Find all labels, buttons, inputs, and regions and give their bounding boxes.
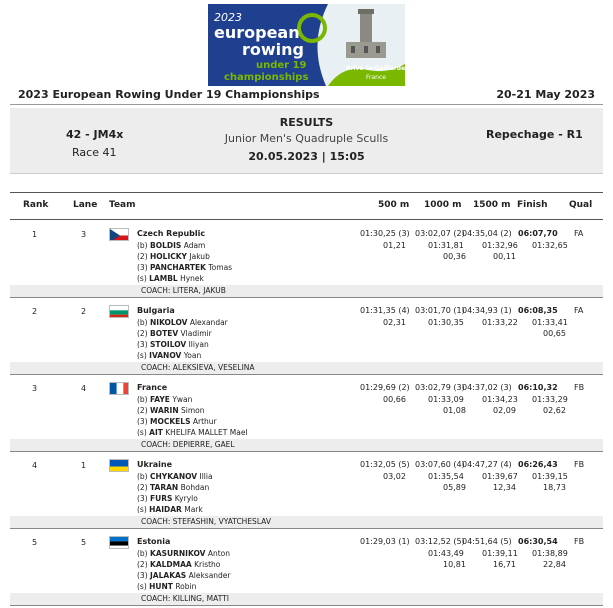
- crew-member: [137, 560, 220, 569]
- member-first-name: Iliyan: [188, 340, 209, 349]
- split-500m: 02,31: [383, 318, 406, 327]
- gap-1500m: 12,34: [493, 483, 516, 492]
- time-1000m: 03:01,70 (1): [415, 306, 465, 315]
- logo-place: Brive-la-Gaillarde: [346, 65, 405, 72]
- member-last-name: TARAN: [150, 483, 179, 492]
- coach-name: COACH: DEPIERRE, GAEL: [141, 440, 235, 449]
- member-last-name: FURS: [150, 494, 173, 503]
- member-first-name: Illia: [199, 472, 213, 481]
- coach-name: COACH: STEFASHIN, VYATCHESLAV: [141, 517, 271, 526]
- member-last-name: CHYKANOV: [150, 472, 198, 481]
- crew-qualification: FA: [574, 306, 584, 315]
- event-name: Junior Men's Quadruple Sculls: [224, 132, 389, 145]
- member-last-name: MOCKELS: [150, 417, 191, 426]
- member-first-name: Ywan: [172, 395, 193, 404]
- time-1000m: 03:07,60 (4): [415, 460, 465, 469]
- event-datetime: 20.05.2023 | 15:05: [248, 150, 365, 163]
- crew-member: [137, 241, 205, 250]
- crew-member: [137, 263, 232, 272]
- crew-country: Bulgaria: [137, 306, 175, 315]
- member-last-name: BOTEV: [150, 329, 179, 338]
- ukraine-flag: [109, 459, 129, 472]
- crew-member: [137, 505, 203, 514]
- member-last-name: STOILOV: [150, 340, 187, 349]
- member-seat: (b): [137, 318, 148, 327]
- member-seat: (3): [137, 417, 148, 426]
- member-first-name: Yoan: [183, 351, 202, 360]
- member-seat: (b): [137, 549, 148, 558]
- logo-year: 2023: [214, 11, 242, 24]
- time-1500m: 04:47,27 (4): [462, 460, 512, 469]
- gap-1000m: 01,08: [443, 406, 466, 415]
- split-1000m: 01:33,09: [428, 395, 464, 404]
- crew-member: [137, 472, 213, 481]
- crew-rank: 2: [32, 307, 38, 316]
- member-first-name: Vladimir: [180, 329, 212, 338]
- table-row: [10, 220, 603, 298]
- member-last-name: KASURNIKOV: [150, 549, 206, 558]
- crew-member: [137, 417, 217, 426]
- member-last-name: NIKOLOV: [150, 318, 188, 327]
- member-last-name: PANCHARTEK: [150, 263, 206, 272]
- crew-lane: 3: [81, 230, 87, 239]
- crew-member: [137, 395, 192, 404]
- time-1500m: 04:51,64 (5): [462, 537, 512, 546]
- gap-finish: 22,84: [543, 560, 566, 569]
- member-seat: (s): [137, 428, 147, 437]
- col-qual: Qual: [569, 200, 593, 210]
- crew-qualification: FB: [574, 383, 585, 392]
- coach-bar: [10, 285, 603, 297]
- bulgaria-flag: [109, 305, 129, 318]
- split-1500m: 01:39,67: [482, 472, 518, 481]
- results-table-header: [10, 192, 603, 220]
- coach-bar: [10, 516, 603, 528]
- member-last-name: FAYE: [150, 395, 170, 404]
- time-finish: 06:08,35: [518, 306, 558, 315]
- member-seat: (2): [137, 329, 148, 338]
- crew-qualification: FB: [574, 460, 585, 469]
- split-500m: 01,21: [383, 241, 406, 250]
- crew-qualification: FB: [574, 537, 585, 546]
- header-divider: [10, 104, 603, 105]
- logo-line3: under 19: [256, 60, 307, 71]
- crew-lane: 2: [81, 307, 87, 316]
- split-finish: 01:32,65: [532, 241, 568, 250]
- time-1500m: 04:34,93 (1): [462, 306, 512, 315]
- col-1500m: 1500 m: [473, 200, 511, 210]
- member-seat: (s): [137, 505, 147, 514]
- crew-member: [137, 252, 210, 261]
- split-1500m: 01:39,11: [482, 549, 518, 558]
- member-last-name: JALAKAS: [150, 571, 187, 580]
- crew-member: [137, 428, 248, 437]
- time-1500m: 04:35,04 (2): [462, 229, 512, 238]
- member-last-name: KALDMAA: [150, 560, 192, 569]
- crew-member: [137, 494, 198, 503]
- col-lane: Lane: [73, 200, 98, 210]
- member-first-name: Anton: [207, 549, 230, 558]
- member-last-name: WARIN: [150, 406, 179, 415]
- logo-line1: european: [214, 23, 300, 42]
- crew-member: [137, 483, 209, 492]
- member-seat: (s): [137, 351, 147, 360]
- time-500m: 01:31,35 (4): [360, 306, 410, 315]
- france-flag: [109, 382, 129, 395]
- member-first-name: Alexandar: [189, 318, 228, 327]
- member-last-name: HUNT: [149, 582, 173, 591]
- split-finish: 01:33,41: [532, 318, 568, 327]
- member-first-name: Adam: [183, 241, 206, 250]
- member-first-name: Jakub: [189, 252, 210, 261]
- member-seat: (3): [137, 263, 148, 272]
- member-first-name: Kristho: [194, 560, 221, 569]
- member-first-name: Robin: [175, 582, 197, 591]
- member-first-name: KHELIFA MALLET Mael: [165, 428, 248, 437]
- split-1500m: 01:34,23: [482, 395, 518, 404]
- event-code: 42 - JM4x: [66, 128, 124, 141]
- time-finish: 06:26,43: [518, 460, 558, 469]
- member-first-name: Hynek: [180, 274, 204, 283]
- time-finish: 06:10,32: [518, 383, 558, 392]
- crew-lane: 1: [81, 461, 87, 470]
- crew-member: [137, 329, 212, 338]
- member-last-name: HAIDAR: [149, 505, 182, 514]
- member-first-name: Arthur: [192, 417, 217, 426]
- logo-country: France: [366, 74, 386, 81]
- split-1000m: 01:31,81: [428, 241, 464, 250]
- col-1000m: 1000 m: [424, 200, 462, 210]
- crew-member: [137, 318, 228, 327]
- event-info-box: [10, 108, 603, 174]
- crew-lane: 4: [81, 384, 87, 393]
- crew-member: [137, 582, 196, 591]
- gap-1000m: 10,81: [443, 560, 466, 569]
- gap-1000m: 05,89: [443, 483, 466, 492]
- time-500m: 01:30,25 (3): [360, 229, 410, 238]
- member-first-name: Aleksander: [188, 571, 231, 580]
- table-row: [10, 528, 603, 606]
- member-seat: (s): [137, 582, 147, 591]
- time-1000m: 03:02,79 (3): [415, 383, 465, 392]
- member-last-name: LAMBL: [149, 274, 178, 283]
- col-team: Team: [109, 200, 136, 210]
- gap-1000m: 00,36: [443, 252, 466, 261]
- coach-bar: [10, 439, 603, 451]
- coach-name: COACH: ALEKSIEVA, VESELINA: [141, 363, 255, 372]
- member-last-name: HOLICKY: [150, 252, 187, 261]
- col-finish: Finish: [517, 200, 548, 210]
- time-500m: 01:29,03 (1): [360, 537, 410, 546]
- results-label: RESULTS: [279, 116, 334, 129]
- time-1000m: 03:02,07 (2): [415, 229, 465, 238]
- race-number: Race 41: [72, 146, 117, 159]
- coach-bar: [10, 362, 603, 374]
- crew-country: Ukraine: [137, 460, 173, 469]
- time-500m: 01:29,69 (2): [360, 383, 410, 392]
- crew-member: [137, 274, 204, 283]
- split-1000m: 01:43,49: [428, 549, 464, 558]
- col-rank: Rank: [23, 200, 49, 210]
- time-500m: 01:32,05 (5): [360, 460, 410, 469]
- coach-bar: [10, 593, 603, 605]
- member-first-name: Mark: [184, 505, 203, 514]
- page-header: [18, 86, 595, 104]
- member-last-name: AIT: [149, 428, 163, 437]
- time-1500m: 04:37,02 (3): [462, 383, 512, 392]
- member-seat: (2): [137, 252, 148, 261]
- member-seat: (b): [137, 472, 148, 481]
- split-500m: 00,66: [383, 395, 406, 404]
- event-logo: [208, 4, 405, 86]
- gap-finish: 00,65: [543, 329, 566, 338]
- crew-member: [137, 571, 231, 580]
- split-finish: 01:38,89: [532, 549, 568, 558]
- gap-1500m: 16,71: [493, 560, 516, 569]
- logo-line4: championships: [224, 72, 309, 83]
- split-finish: 01:39,15: [532, 472, 568, 481]
- table-row: [10, 297, 603, 375]
- member-seat: (3): [137, 571, 148, 580]
- crew-member: [137, 340, 209, 349]
- col-500m: 500 m: [378, 200, 410, 210]
- member-seat: (b): [137, 395, 148, 404]
- crew-rank: 3: [32, 384, 38, 393]
- gap-1500m: 02,09: [493, 406, 516, 415]
- crew-rank: 1: [32, 230, 38, 239]
- championship-title: 2023 European Rowing Under 19 Championships: [18, 88, 320, 101]
- crew-country: Czech Republic: [137, 229, 206, 238]
- crew-member: [137, 549, 230, 558]
- member-first-name: Kyrylo: [174, 494, 198, 503]
- split-1000m: 01:30,35: [428, 318, 464, 327]
- logo-line2: rowing: [242, 40, 304, 59]
- time-finish: 06:30,54: [518, 537, 558, 546]
- coach-name: COACH: LITERA, JAKUB: [141, 286, 226, 295]
- championship-dates: 20-21 May 2023: [496, 88, 595, 101]
- member-first-name: Tomas: [208, 263, 233, 272]
- crew-qualification: FA: [574, 229, 584, 238]
- table-row: [10, 374, 603, 452]
- member-seat: (2): [137, 483, 148, 492]
- event-phase: Repechage - R1: [486, 128, 583, 141]
- crew-member: [137, 351, 201, 360]
- member-first-name: Simon: [181, 406, 205, 415]
- split-1500m: 01:33,22: [482, 318, 518, 327]
- split-1000m: 01:35,54: [428, 472, 464, 481]
- czech-flag: [109, 228, 129, 241]
- table-row: [10, 451, 603, 529]
- gap-finish: 18,73: [543, 483, 566, 492]
- crew-rank: 4: [32, 461, 38, 470]
- time-1000m: 03:12,52 (5): [415, 537, 465, 546]
- member-seat: (2): [137, 560, 148, 569]
- crew-rank: 5: [32, 538, 38, 547]
- time-finish: 06:07,70: [518, 229, 558, 238]
- member-first-name: Bohdan: [180, 483, 210, 492]
- gap-finish: 02,62: [543, 406, 566, 415]
- gap-1500m: 00,11: [493, 252, 516, 261]
- split-1500m: 01:32,96: [482, 241, 518, 250]
- member-last-name: IVANOV: [149, 351, 182, 360]
- crew-member: [137, 406, 205, 415]
- member-seat: (3): [137, 494, 148, 503]
- member-seat: (b): [137, 241, 148, 250]
- member-last-name: BOLDIS: [150, 241, 182, 250]
- member-seat: (3): [137, 340, 148, 349]
- crew-country: Estonia: [137, 537, 171, 546]
- crew-lane: 5: [81, 538, 87, 547]
- coach-name: COACH: KILLING, MATTI: [141, 594, 229, 603]
- split-finish: 01:33,29: [532, 395, 568, 404]
- estonia-flag: [109, 536, 129, 549]
- crew-country: France: [137, 383, 168, 392]
- member-seat: (2): [137, 406, 148, 415]
- split-500m: 03,02: [383, 472, 406, 481]
- member-seat: (s): [137, 274, 147, 283]
